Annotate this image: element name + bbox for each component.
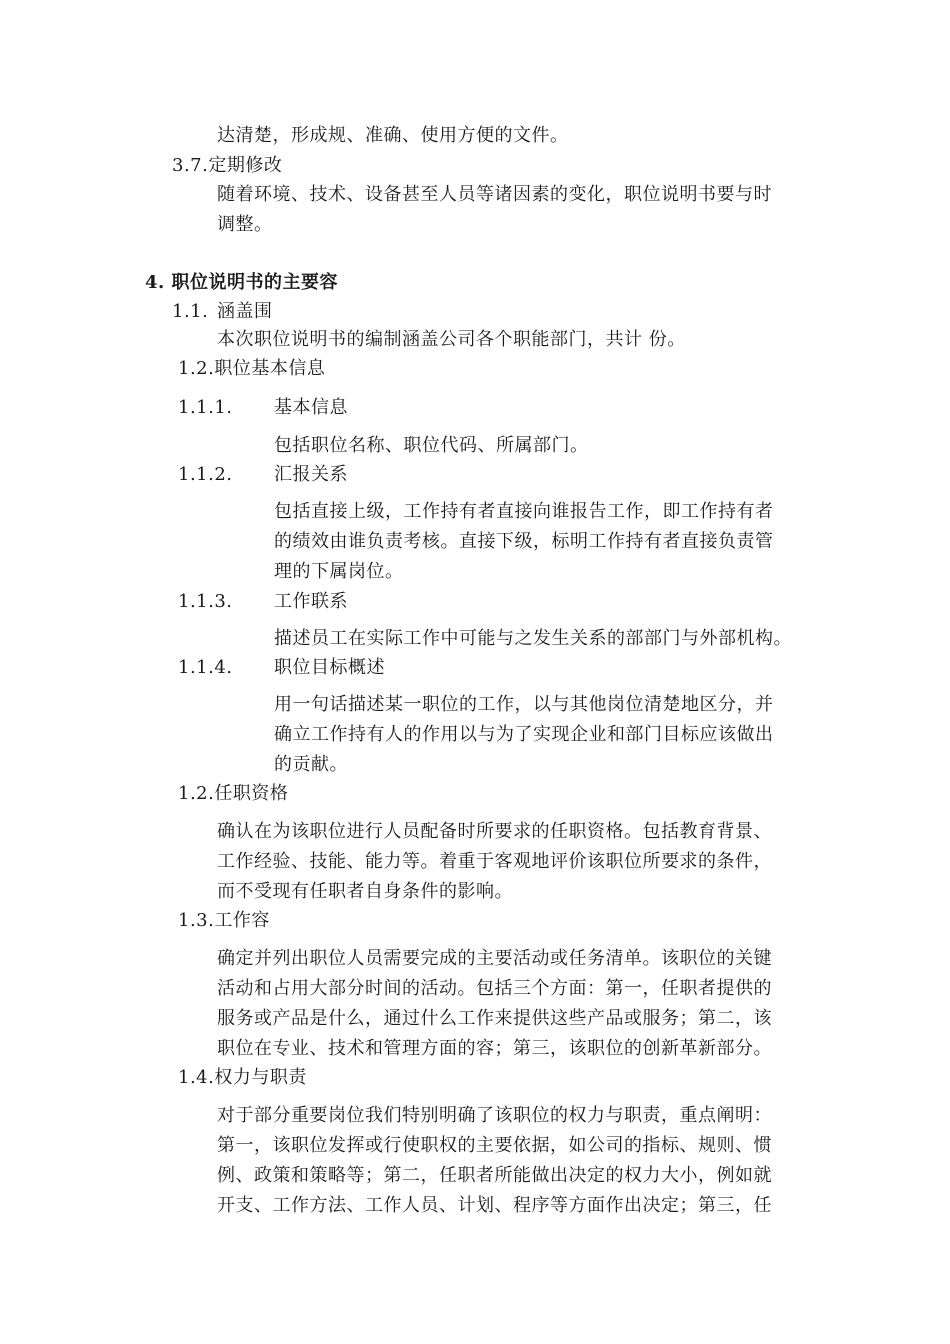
subsubsection-number: 1.1.2.	[178, 464, 233, 485]
paragraph-line: 工作经验、技能、能力等。着重于客观地评价该职位所要求的条件，	[217, 851, 772, 872]
paragraph-line: 而不受现有任职者自身条件的影响。	[217, 881, 513, 902]
subsubsection-number: 1.1.1.	[178, 397, 233, 418]
paragraph-line: 确定并列出职位人员需要完成的主要活动或任务清单。该职位的关键	[217, 948, 772, 969]
paragraph-line: 达清楚，形成规、准确、使用方便的文件。	[217, 125, 569, 146]
paragraph-line: 包括直接上级，工作持有者直接向谁报告工作，即工作持有者	[274, 501, 774, 522]
paragraph-line: 理的下属岗位。	[274, 561, 404, 582]
subsubsection-title: 汇报关系	[274, 464, 348, 485]
paragraph-line: 活动和占用大部分时间的活动。包括三个方面：第一，任职者提供的	[217, 978, 772, 999]
subsubsection-title: 基本信息	[274, 397, 348, 418]
section-heading-3-7: 3.7.定期修改	[172, 155, 283, 176]
paragraph-line: 例、政策和策略等；第二，任职者所能做出决定的权力大小，例如就	[217, 1165, 772, 1186]
paragraph-line: 的绩效由谁负责考核。直接下级，标明工作持有者直接负责管	[274, 531, 774, 552]
paragraph-line: 的贡献。	[274, 754, 348, 775]
subsubsection-number: 1.1.4.	[178, 657, 233, 678]
paragraph-line: 职位在专业、技术和管理方面的容；第三，该职位的创新革新部分。	[217, 1038, 772, 1059]
paragraph-line: 随着环境、技术、设备甚至人员等诸因素的变化，职位说明书要与时	[217, 184, 772, 205]
subsection-1-1-title: 涵盖围	[217, 301, 273, 322]
subsubsection-number: 1.1.3.	[178, 591, 233, 612]
subsubsection-title: 工作联系	[274, 591, 348, 612]
subsubsection-title: 职位目标概述	[274, 657, 385, 678]
paragraph-line: 确认在为该职位进行人员配备时所要求的任职资格。包括教育背景、	[217, 821, 772, 842]
subsection-1-1-number: 1.1.	[172, 301, 209, 322]
paragraph-line: 本次职位说明书的编制涵盖公司各个职能部门，共计 份。	[217, 329, 686, 350]
subsection-1-4-heading: 1.4.权力与职责	[178, 1067, 307, 1088]
paragraph-line: 调整。	[217, 214, 273, 235]
paragraph-line: 开支、工作方法、工作人员、计划、程序等方面作出决定；第三，任	[217, 1195, 772, 1216]
subsection-1-2b-heading: 1.2.任职资格	[178, 783, 289, 804]
paragraph-line: 包括职位名称、职位代码、所属部门。	[274, 435, 589, 456]
section-heading-4: 4. 职位说明书的主要容	[145, 272, 339, 293]
subsection-1-2-heading: 1.2.职位基本信息	[178, 358, 326, 379]
paragraph-line: 对于部分重要岗位我们特别明确了该职位的权力与职责，重点阐明：	[217, 1105, 772, 1126]
paragraph-line: 确立工作持有人的作用以与为了实现企业和部门目标应该做出	[274, 724, 774, 745]
subsection-1-3-heading: 1.3.工作容	[178, 910, 270, 931]
paragraph-line: 用一句话描述某一职位的工作，以与其他岗位清楚地区分，并	[274, 694, 774, 715]
paragraph-line: 服务或产品是什么，通过什么工作来提供这些产品或服务；第二，该	[217, 1008, 772, 1029]
paragraph-line: 第一，该职位发挥或行使职权的主要依据，如公司的指标、规则、惯	[217, 1135, 772, 1156]
paragraph-line: 描述员工在实际工作中可能与之发生关系的部部门与外部机构。	[274, 628, 792, 649]
